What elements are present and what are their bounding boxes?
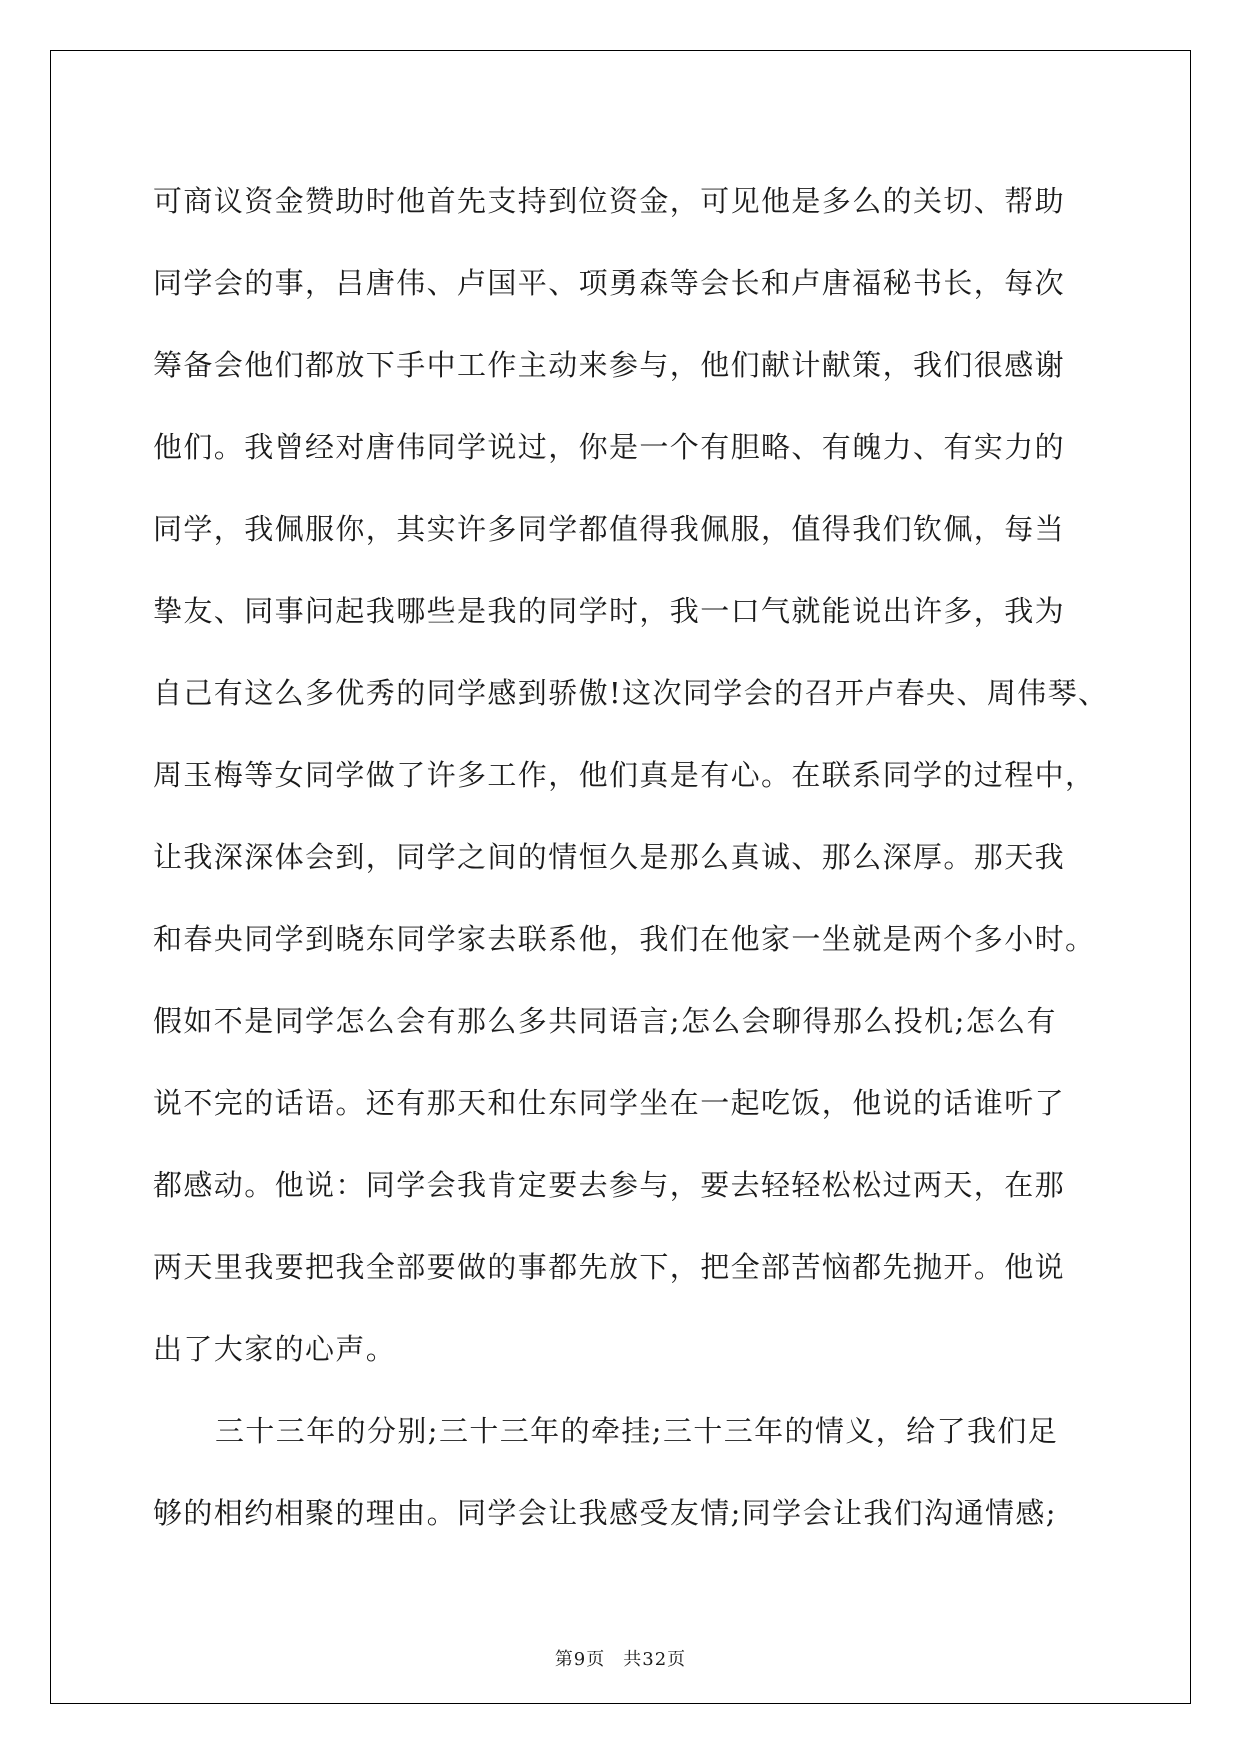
- page-footer: [0, 1645, 1241, 1671]
- text-line: 和春央同学到晓东同学家去联系他，我们在他家一坐就是两个多小时。: [153, 922, 1096, 956]
- text-line: 出了大家的心声。: [153, 1332, 397, 1366]
- total-pages: 共32页: [623, 1649, 687, 1670]
- text-line: 他们。我曾经对唐伟同学说过，你是一个有胆略、有魄力、有实力的: [153, 430, 1066, 464]
- text-line: 说不完的话语。还有那天和仕东同学坐在一起吃饭，他说的话谁听了: [153, 1086, 1066, 1120]
- text-line: 周玉梅等女同学做了许多工作，他们真是有心。在联系同学的过程中，: [153, 758, 1096, 792]
- text-line: 同学，我佩服你，其实许多同学都值得我佩服，值得我们钦佩，每当: [153, 512, 1066, 546]
- text-line: 两天里我要把我全部要做的事都先放下，把全部苦恼都先抛开。他说: [153, 1250, 1066, 1284]
- current-page-number: 第9页: [554, 1649, 606, 1670]
- paragraph-start-line: 三十三年的分别;三十三年的牵挂;三十三年的情义，给了我们足: [215, 1414, 1059, 1448]
- text-line: 挚友、同事问起我哪些是我的同学时，我一口气就能说出许多，我为: [153, 594, 1066, 628]
- text-line: 自己有这么多优秀的同学感到骄傲!这次同学会的召开卢春央、周伟琴、: [153, 676, 1109, 710]
- text-line: 让我深深体会到，同学之间的情恒久是那么真诚、那么深厚。那天我: [153, 840, 1066, 874]
- text-line: 都感动。他说：同学会我肯定要去参与，要去轻轻松松过两天，在那: [153, 1168, 1066, 1202]
- text-line: 同学会的事，吕唐伟、卢国平、项勇森等会长和卢唐福秘书长，每次: [153, 266, 1066, 300]
- text-line: 可商议资金赞助时他首先支持到位资金，可见他是多么的关切、帮助: [153, 184, 1066, 218]
- text-line: 假如不是同学怎么会有那么多共同语言;怎么会聊得那么投机;怎么有: [153, 1004, 1057, 1038]
- text-line: 够的相约相聚的理由。同学会让我感受友情;同学会让我们沟通情感;: [153, 1496, 1057, 1530]
- document-body: [153, 160, 1109, 1554]
- text-line: 筹备会他们都放下手中工作主动来参与，他们献计献策，我们很感谢: [153, 348, 1066, 382]
